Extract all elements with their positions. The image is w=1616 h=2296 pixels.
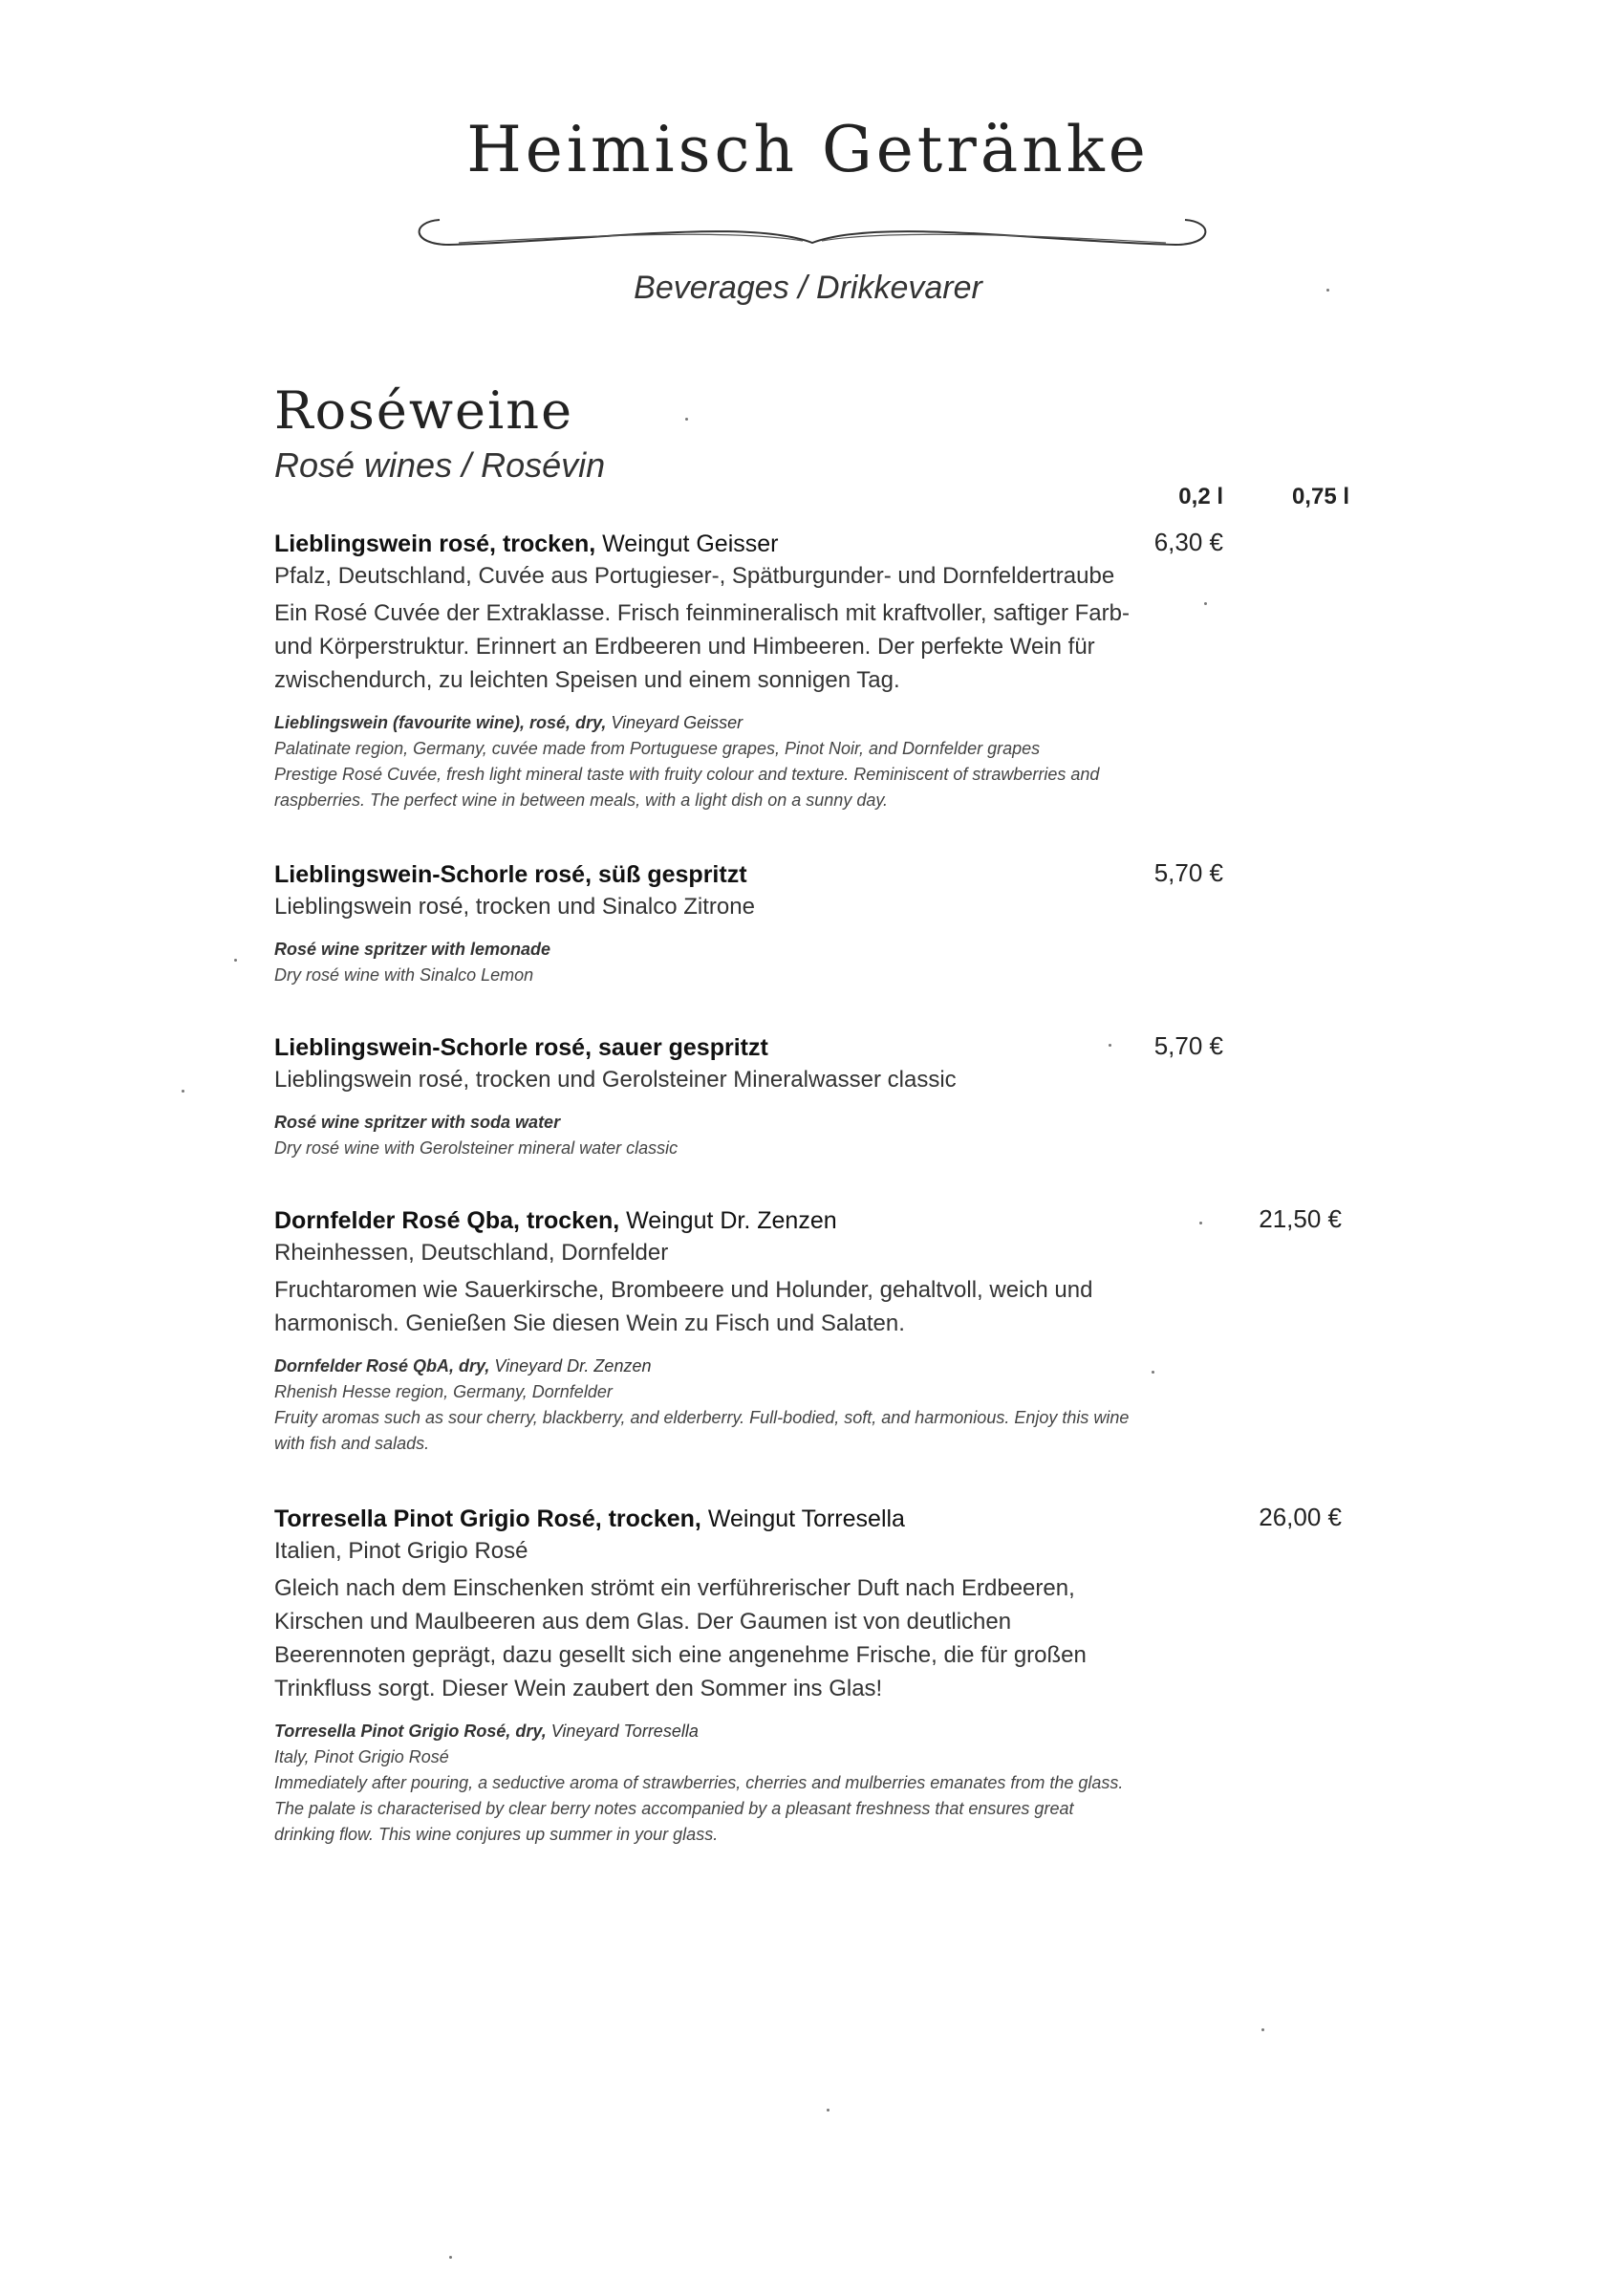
scan-speck <box>1326 289 1329 292</box>
translation-name: Lieblingswein (favourite wine), rosé, dry, <box>274 713 607 732</box>
page-title: Heimisch Getränke <box>466 113 1150 186</box>
item-translation <box>274 937 1134 988</box>
translation-producer: Vineyard Dr. Zenzen <box>494 1356 652 1375</box>
translation-name: Dornfelder Rosé QbA, dry, <box>274 1356 490 1375</box>
price-bottle: 21,50 € <box>1259 1204 1342 1233</box>
translation-name: Torresella Pinot Grigio Rosé, dry, <box>274 1722 547 1741</box>
translation-description: Fruity aromas such as sour cherry, blackberry, and elderberry. Full-bodied, soft, and harmonious. Enjoy this wine with fish and salads. <box>274 1408 1130 1453</box>
item-name: Dornfelder Rosé Qba, trocken, <box>274 1207 620 1234</box>
translation-origin: Italy, Pinot Grigio Rosé <box>274 1747 449 1766</box>
item-producer: Weingut Dr. Zenzen <box>626 1207 837 1234</box>
menu-item <box>274 858 1134 988</box>
item-name: Lieblingswein rosé, trocken, <box>274 531 596 557</box>
scan-speck <box>827 2109 830 2112</box>
item-description: Ein Rosé Cuvée der Extraklasse. Frisch feinmineralisch mit kraftvoller, saftiger Farb- und Körperstruktur. Erinnert an Erdbeeren und Himbeeren. Der perfekte Wein für zwischendurch, zu leichten Speisen und einem sonnigen Tag. <box>274 600 1130 693</box>
item-name: Torresella Pinot Grigio Rosé, trocken, <box>274 1505 701 1532</box>
item-translation <box>274 1110 1134 1161</box>
item-translation <box>274 1719 1134 1848</box>
ornament-divider <box>401 208 1223 256</box>
translation-origin: Dry rosé wine with Gerolsteiner mineral water classic <box>274 1138 679 1158</box>
translation-origin: Rhenish Hesse region, Germany, Dornfelder <box>274 1382 613 1401</box>
item-origin: Rheinhessen, Deutschland, Dornfelder <box>274 1240 669 1266</box>
item-origin: Lieblingswein rosé, trocken und Sinalco Zitrone <box>274 894 755 920</box>
menu-item <box>274 1204 1134 1457</box>
menu-item <box>274 528 1134 813</box>
section-subtitle: Rosé wines / Rosévin <box>274 445 606 485</box>
translation-producer: Vineyard Geisser <box>611 713 743 732</box>
column-header-small: 0,2 l <box>1178 484 1223 509</box>
price-small: 6,30 € <box>1153 528 1223 556</box>
translation-name: Rosé wine spritzer with soda water <box>274 1113 561 1132</box>
item-name: Lieblingswein-Schorle rosé, sauer gespritzt <box>274 1034 768 1061</box>
scan-speck <box>182 1090 184 1093</box>
translation-producer: Vineyard Torresella <box>550 1722 699 1741</box>
item-origin: Pfalz, Deutschland, Cuvée aus Portugieser-, Spätburgunder- und Dornfeldertraube <box>274 563 1115 589</box>
item-translation <box>274 710 1134 813</box>
item-producer: Weingut Torresella <box>707 1505 905 1532</box>
translation-origin: Dry rosé wine with Sinalco Lemon <box>274 965 534 985</box>
translation-description: Immediately after pouring, a seductive aroma of strawberries, cherries and mulberries emanates from the glass. The palate is characterised by clear berry notes accompanied by a pleasant freshness that ensures great drinking flow. This wine conjures up summer in your glass. <box>274 1773 1124 1844</box>
item-translation <box>274 1354 1134 1457</box>
scan-speck <box>1152 1371 1154 1374</box>
price-bottle: 26,00 € <box>1259 1503 1342 1531</box>
item-description: Gleich nach dem Einschenken strömt ein verführerischer Duft nach Erdbeeren, Kirschen und Maulbeeren aus dem Glas. Der Gaumen ist von deutlichen Beerennoten geprägt, dazu gesellt sich eine angenehme Frische, die für großen Trinkfluss sorgt. Dieser Wein zaubert den Sommer ins Glas! <box>274 1575 1087 1701</box>
menu-item <box>274 1503 1134 1848</box>
scan-speck <box>685 418 688 421</box>
scan-speck <box>234 959 237 962</box>
menu-item <box>274 1031 1134 1161</box>
price-small: 5,70 € <box>1153 1031 1223 1060</box>
item-description: Fruchtaromen wie Sauerkirsche, Brombeere und Holunder, gehaltvoll, weich und harmonisch. Genießen Sie diesen Wein zu Fisch und Salaten. <box>274 1277 1093 1336</box>
translation-description: Prestige Rosé Cuvée, fresh light mineral taste with fruity colour and texture. Reminiscent of strawberries and raspberries. The perfect wine in between meals, with a light dish on a sunny day. <box>274 765 1100 810</box>
page-subtitle: Beverages / Drikkevarer <box>634 270 982 306</box>
scan-speck <box>1204 602 1207 605</box>
item-origin: Lieblingswein rosé, trocken und Gerolsteiner Mineralwasser classic <box>274 1067 957 1093</box>
price-small: 5,70 € <box>1153 858 1223 887</box>
translation-origin: Palatinate region, Germany, cuvée made from Portuguese grapes, Pinot Noir, and Dornfelder grapes <box>274 739 1041 758</box>
item-name: Lieblingswein-Schorle rosé, süß gespritzt <box>274 861 747 888</box>
translation-name: Rosé wine spritzer with lemonade <box>274 940 551 959</box>
section-title: Roséweine <box>274 380 574 441</box>
scan-speck <box>1199 1222 1202 1224</box>
scan-speck <box>449 2256 452 2259</box>
scan-speck <box>1261 2028 1264 2031</box>
scan-speck <box>1109 1044 1111 1047</box>
item-producer: Weingut Geisser <box>602 531 779 557</box>
column-header-bottle: 0,75 l <box>1291 484 1349 509</box>
item-origin: Italien, Pinot Grigio Rosé <box>274 1538 528 1564</box>
